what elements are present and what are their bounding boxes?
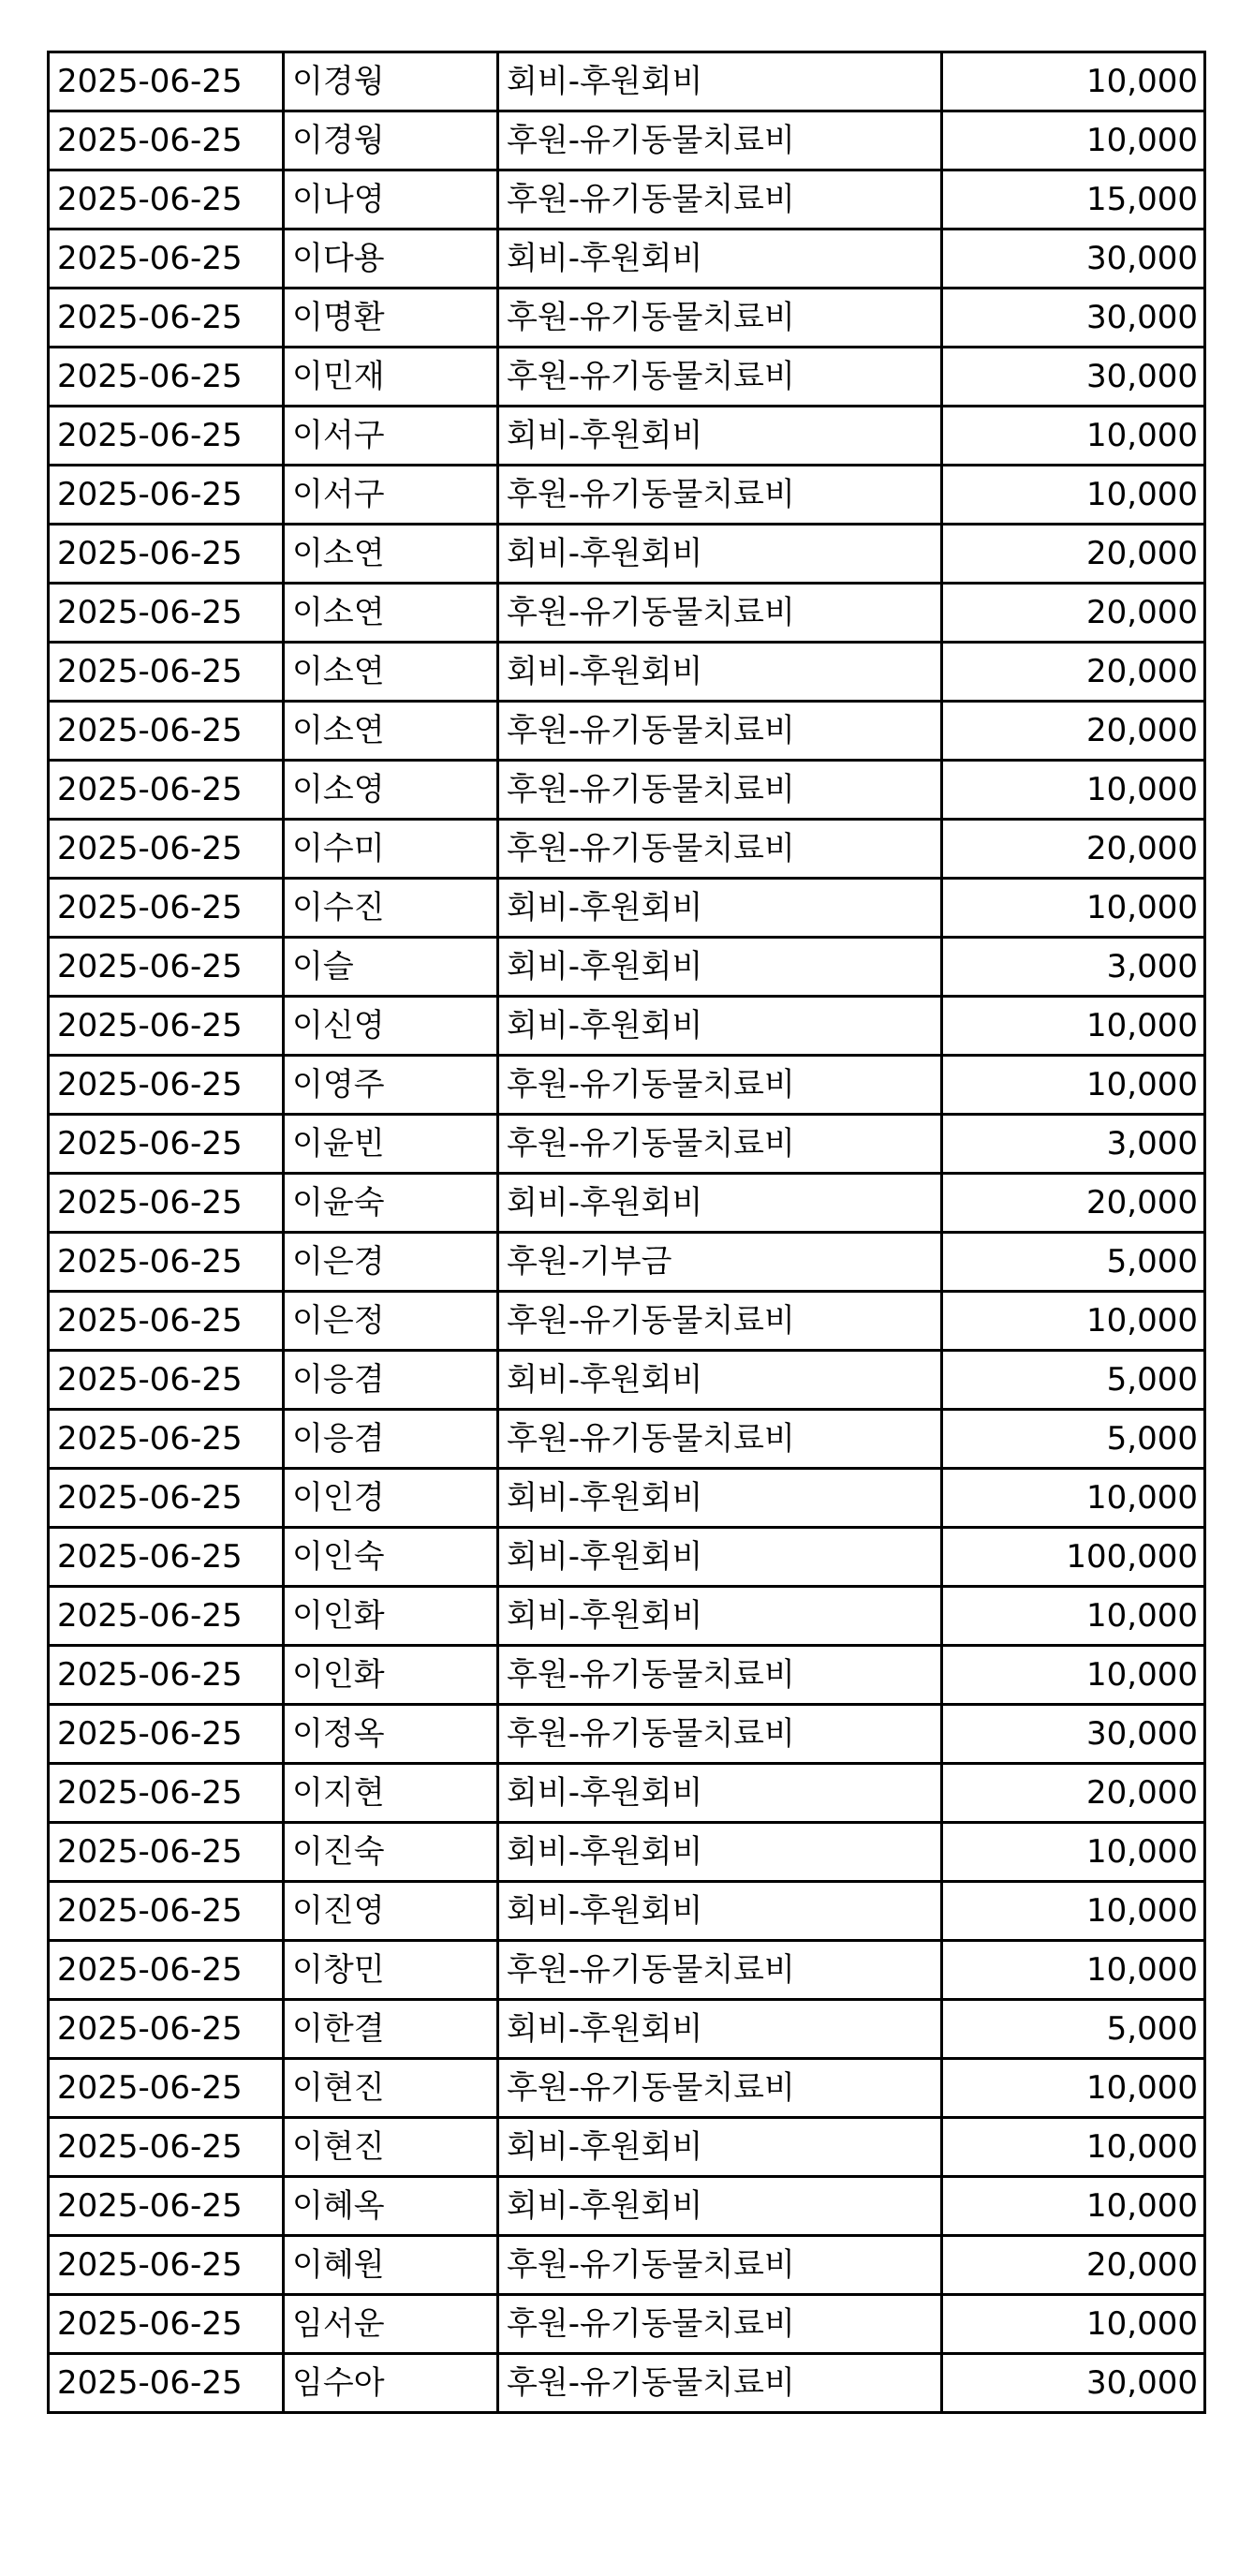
table-row [49, 1056, 1205, 1115]
table-row [49, 820, 1205, 879]
date-cell: 2025-06-25 [49, 1233, 284, 1292]
donor-name-cell: 이명환 [284, 289, 498, 348]
table-row [49, 1941, 1205, 2000]
amount-cell: 5,000 [942, 1351, 1205, 1410]
table-row [49, 1469, 1205, 1528]
category-cell: 후원-유기동물치료비 [498, 761, 942, 820]
date-cell: 2025-06-25 [49, 1056, 284, 1115]
amount-cell: 10,000 [942, 1056, 1205, 1115]
category-cell: 회비-후원회비 [498, 2177, 942, 2236]
donor-name-cell: 이민재 [284, 348, 498, 407]
table-row [49, 289, 1205, 348]
category-cell: 후원-유기동물치료비 [498, 170, 942, 229]
table-row [49, 2236, 1205, 2295]
date-cell: 2025-06-25 [49, 761, 284, 820]
donor-name-cell: 이인화 [284, 1587, 498, 1646]
category-cell: 후원-유기동물치료비 [498, 1056, 942, 1115]
donor-name-cell: 이인경 [284, 1469, 498, 1528]
donor-name-cell: 이혜원 [284, 2236, 498, 2295]
date-cell: 2025-06-25 [49, 1115, 284, 1174]
category-cell: 회비-후원회비 [498, 879, 942, 938]
date-cell: 2025-06-25 [49, 52, 284, 111]
donor-name-cell: 이현진 [284, 2059, 498, 2118]
table-row [49, 466, 1205, 525]
category-cell: 회비-후원회비 [498, 407, 942, 466]
donor-name-cell: 이소연 [284, 584, 498, 643]
amount-cell: 3,000 [942, 1115, 1205, 1174]
table-row [49, 938, 1205, 997]
category-cell: 후원-유기동물치료비 [498, 584, 942, 643]
table-row [49, 643, 1205, 702]
category-cell: 후원-기부금 [498, 1233, 942, 1292]
date-cell: 2025-06-25 [49, 2295, 284, 2354]
amount-cell: 5,000 [942, 1233, 1205, 1292]
table-row [49, 525, 1205, 584]
table-row [49, 170, 1205, 229]
amount-cell: 10,000 [942, 2177, 1205, 2236]
amount-cell: 20,000 [942, 1764, 1205, 1823]
category-cell: 회비-후원회비 [498, 1469, 942, 1528]
category-cell: 후원-유기동물치료비 [498, 111, 942, 170]
category-cell: 회비-후원회비 [498, 938, 942, 997]
date-cell: 2025-06-25 [49, 170, 284, 229]
amount-cell: 10,000 [942, 1587, 1205, 1646]
table-row [49, 584, 1205, 643]
category-cell: 후원-유기동물치료비 [498, 820, 942, 879]
category-cell: 후원-유기동물치료비 [498, 2354, 942, 2413]
date-cell: 2025-06-25 [49, 407, 284, 466]
category-cell: 후원-유기동물치료비 [498, 2295, 942, 2354]
category-cell: 회비-후원회비 [498, 2118, 942, 2177]
donor-name-cell: 이서구 [284, 466, 498, 525]
amount-cell: 10,000 [942, 1469, 1205, 1528]
category-cell: 후원-유기동물치료비 [498, 2236, 942, 2295]
date-cell: 2025-06-25 [49, 1764, 284, 1823]
donor-name-cell: 이은정 [284, 1292, 498, 1351]
donor-name-cell: 이수미 [284, 820, 498, 879]
category-cell: 회비-후원회비 [498, 1882, 942, 1941]
date-cell: 2025-06-25 [49, 1941, 284, 2000]
amount-cell: 20,000 [942, 820, 1205, 879]
date-cell: 2025-06-25 [49, 938, 284, 997]
table-row [49, 52, 1205, 111]
donor-name-cell: 이윤숙 [284, 1174, 498, 1233]
donor-name-cell: 이인화 [284, 1646, 498, 1705]
category-cell: 후원-유기동물치료비 [498, 1292, 942, 1351]
amount-cell: 20,000 [942, 2236, 1205, 2295]
amount-cell: 5,000 [942, 2000, 1205, 2059]
amount-cell: 30,000 [942, 2354, 1205, 2413]
date-cell: 2025-06-25 [49, 2236, 284, 2295]
category-cell: 후원-유기동물치료비 [498, 348, 942, 407]
table-row [49, 1233, 1205, 1292]
table-row [49, 1646, 1205, 1705]
amount-cell: 20,000 [942, 584, 1205, 643]
date-cell: 2025-06-25 [49, 1469, 284, 1528]
category-cell: 후원-유기동물치료비 [498, 702, 942, 761]
amount-cell: 10,000 [942, 466, 1205, 525]
amount-cell: 5,000 [942, 1410, 1205, 1469]
category-cell: 후원-유기동물치료비 [498, 1646, 942, 1705]
date-cell: 2025-06-25 [49, 348, 284, 407]
table-row [49, 1528, 1205, 1587]
table-row [49, 1410, 1205, 1469]
ledger-body [49, 52, 1205, 2413]
date-cell: 2025-06-25 [49, 1823, 284, 1882]
date-cell: 2025-06-25 [49, 111, 284, 170]
donor-name-cell: 이은경 [284, 1233, 498, 1292]
table-row [49, 1115, 1205, 1174]
amount-cell: 10,000 [942, 111, 1205, 170]
amount-cell: 10,000 [942, 997, 1205, 1056]
donor-name-cell: 이슬 [284, 938, 498, 997]
table-row [49, 111, 1205, 170]
category-cell: 회비-후원회비 [498, 1587, 942, 1646]
donor-name-cell: 이영주 [284, 1056, 498, 1115]
date-cell: 2025-06-25 [49, 2354, 284, 2413]
amount-cell: 10,000 [942, 761, 1205, 820]
date-cell: 2025-06-25 [49, 702, 284, 761]
amount-cell: 20,000 [942, 702, 1205, 761]
donor-name-cell: 이응겸 [284, 1410, 498, 1469]
table-row [49, 1292, 1205, 1351]
date-cell: 2025-06-25 [49, 1705, 284, 1764]
category-cell: 회비-후원회비 [498, 229, 942, 289]
table-row [49, 1351, 1205, 1410]
amount-cell: 10,000 [942, 52, 1205, 111]
table-row [49, 1823, 1205, 1882]
amount-cell: 15,000 [942, 170, 1205, 229]
table-row [49, 1705, 1205, 1764]
amount-cell: 20,000 [942, 1174, 1205, 1233]
category-cell: 회비-후원회비 [498, 2000, 942, 2059]
date-cell: 2025-06-25 [49, 1292, 284, 1351]
date-cell: 2025-06-25 [49, 2000, 284, 2059]
date-cell: 2025-06-25 [49, 229, 284, 289]
donor-name-cell: 이서구 [284, 407, 498, 466]
category-cell: 회비-후원회비 [498, 1174, 942, 1233]
amount-cell: 10,000 [942, 407, 1205, 466]
table-row [49, 1882, 1205, 1941]
donation-ledger-table [47, 51, 1206, 2414]
date-cell: 2025-06-25 [49, 2118, 284, 2177]
amount-cell: 10,000 [942, 879, 1205, 938]
table-row [49, 229, 1205, 289]
donor-name-cell: 이윤빈 [284, 1115, 498, 1174]
donor-name-cell: 이한결 [284, 2000, 498, 2059]
donor-name-cell: 이응겸 [284, 1351, 498, 1410]
date-cell: 2025-06-25 [49, 1410, 284, 1469]
donor-name-cell: 이다용 [284, 229, 498, 289]
table-row [49, 2059, 1205, 2118]
donor-name-cell: 임수아 [284, 2354, 498, 2413]
date-cell: 2025-06-25 [49, 1174, 284, 1233]
donor-name-cell: 이인숙 [284, 1528, 498, 1587]
donor-name-cell: 이신영 [284, 997, 498, 1056]
category-cell: 회비-후원회비 [498, 997, 942, 1056]
category-cell: 회비-후원회비 [498, 52, 942, 111]
donor-name-cell: 이창민 [284, 1941, 498, 2000]
donor-name-cell: 이소영 [284, 761, 498, 820]
category-cell: 회비-후원회비 [498, 1764, 942, 1823]
donor-name-cell: 이정옥 [284, 1705, 498, 1764]
category-cell: 후원-유기동물치료비 [498, 1705, 942, 1764]
donor-name-cell: 이지현 [284, 1764, 498, 1823]
table-row [49, 2354, 1205, 2413]
date-cell: 2025-06-25 [49, 1882, 284, 1941]
amount-cell: 30,000 [942, 348, 1205, 407]
category-cell: 후원-유기동물치료비 [498, 2059, 942, 2118]
category-cell: 후원-유기동물치료비 [498, 1941, 942, 2000]
amount-cell: 20,000 [942, 643, 1205, 702]
amount-cell: 10,000 [942, 1646, 1205, 1705]
category-cell: 회비-후원회비 [498, 1528, 942, 1587]
table-row [49, 348, 1205, 407]
date-cell: 2025-06-25 [49, 2059, 284, 2118]
amount-cell: 10,000 [942, 2295, 1205, 2354]
table-row [49, 1587, 1205, 1646]
table-row [49, 2118, 1205, 2177]
amount-cell: 10,000 [942, 2059, 1205, 2118]
category-cell: 후원-유기동물치료비 [498, 289, 942, 348]
donor-name-cell: 이현진 [284, 2118, 498, 2177]
amount-cell: 30,000 [942, 229, 1205, 289]
date-cell: 2025-06-25 [49, 1351, 284, 1410]
donor-name-cell: 임서운 [284, 2295, 498, 2354]
date-cell: 2025-06-25 [49, 997, 284, 1056]
table-row [49, 2177, 1205, 2236]
category-cell: 후원-유기동물치료비 [498, 1410, 942, 1469]
amount-cell: 10,000 [942, 1941, 1205, 2000]
donor-name-cell: 이경웡 [284, 111, 498, 170]
date-cell: 2025-06-25 [49, 466, 284, 525]
table-row [49, 1764, 1205, 1823]
donor-name-cell: 이나영 [284, 170, 498, 229]
date-cell: 2025-06-25 [49, 525, 284, 584]
donor-name-cell: 이소연 [284, 702, 498, 761]
category-cell: 후원-유기동물치료비 [498, 466, 942, 525]
category-cell: 회비-후원회비 [498, 525, 942, 584]
table-row [49, 407, 1205, 466]
date-cell: 2025-06-25 [49, 289, 284, 348]
category-cell: 회비-후원회비 [498, 1351, 942, 1410]
table-row [49, 997, 1205, 1056]
amount-cell: 20,000 [942, 525, 1205, 584]
donor-name-cell: 이진영 [284, 1882, 498, 1941]
donor-name-cell: 이소연 [284, 643, 498, 702]
amount-cell: 30,000 [942, 289, 1205, 348]
amount-cell: 3,000 [942, 938, 1205, 997]
category-cell: 회비-후원회비 [498, 643, 942, 702]
table-row [49, 2000, 1205, 2059]
donor-name-cell: 이소연 [284, 525, 498, 584]
table-row [49, 702, 1205, 761]
date-cell: 2025-06-25 [49, 1528, 284, 1587]
table-row [49, 1174, 1205, 1233]
donor-name-cell: 이진숙 [284, 1823, 498, 1882]
amount-cell: 10,000 [942, 1823, 1205, 1882]
amount-cell: 100,000 [942, 1528, 1205, 1587]
donor-name-cell: 이혜옥 [284, 2177, 498, 2236]
amount-cell: 10,000 [942, 2118, 1205, 2177]
donor-name-cell: 이경웡 [284, 52, 498, 111]
category-cell: 후원-유기동물치료비 [498, 1115, 942, 1174]
category-cell: 회비-후원회비 [498, 1823, 942, 1882]
amount-cell: 10,000 [942, 1292, 1205, 1351]
table-row [49, 2295, 1205, 2354]
table-row [49, 879, 1205, 938]
date-cell: 2025-06-25 [49, 1646, 284, 1705]
amount-cell: 30,000 [942, 1705, 1205, 1764]
table-row [49, 761, 1205, 820]
amount-cell: 10,000 [942, 1882, 1205, 1941]
date-cell: 2025-06-25 [49, 820, 284, 879]
donor-name-cell: 이수진 [284, 879, 498, 938]
date-cell: 2025-06-25 [49, 879, 284, 938]
date-cell: 2025-06-25 [49, 1587, 284, 1646]
date-cell: 2025-06-25 [49, 584, 284, 643]
date-cell: 2025-06-25 [49, 643, 284, 702]
date-cell: 2025-06-25 [49, 2177, 284, 2236]
